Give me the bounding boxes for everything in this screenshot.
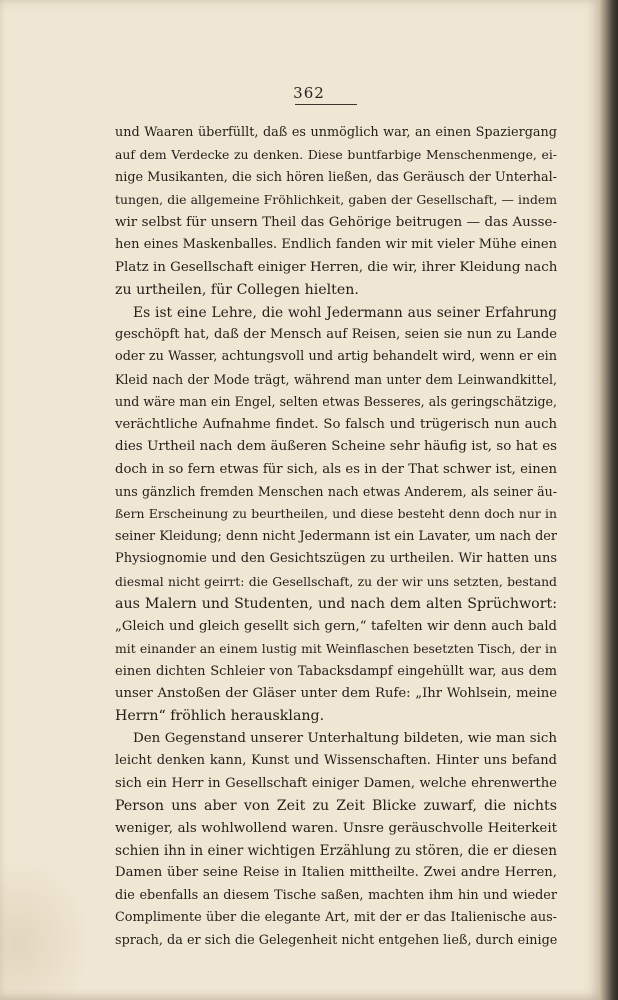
text-line: die ebenfalls an diesem Tische saßen, machten ihm hin und wieder <box>115 887 557 903</box>
text-line: doch in so fern etwas für sich, als es in der That schwer ist, einen <box>115 461 557 477</box>
text-line: verächtliche Aufnahme findet. So falsch und trügerisch nun auch <box>115 416 557 432</box>
text-line: Person uns aber von Zeit zu Zeit Blicke zuwarf, die nichts <box>115 798 557 815</box>
text-line: „Gleich und gleich gesellt sich gern,“ tafelten wir denn auch bald <box>115 618 557 634</box>
text-line: aus Malern und Studenten, und nach dem alten Sprüchwort: <box>115 596 557 613</box>
text-line: mit einander an einem lustig mit Weinflaschen besetzten Tisch, der in <box>115 641 557 657</box>
text-line: einen dichten Schleier von Tabacksdampf eingehüllt war, aus dem <box>115 663 557 679</box>
text-line: tungen, die allgemeine Fröhlichkeit, gaben der Gesellschaft, — indem <box>115 192 557 208</box>
text-line: diesmal nicht geirrt: die Gesellschaft, zu der wir uns setzten, bestand <box>115 573 557 589</box>
page-number-rule <box>295 104 357 105</box>
text-line: Damen über seine Reise in Italien mittheilte. Zwei andre Herren, <box>115 865 557 881</box>
text-line: und Waaren überfüllt, daß es unmöglich war, an einen Spaziergang <box>115 125 557 140</box>
text-line: hen eines Maskenballes. Endlich fanden wir mit vieler Mühe einen <box>115 237 557 253</box>
text-line: wir selbst für unsern Theil das Gehörige beitrugen — das Ausse- <box>115 214 557 230</box>
text-line: Herrn“ fröhlich herausklang. <box>115 708 325 725</box>
text-line: auf dem Verdecke zu denken. Diese buntfarbige Menschenmenge, ei- <box>115 147 557 163</box>
text-line: Es ist eine Lehre, die wohl Jedermann aus seiner Erfahrung <box>133 304 557 321</box>
text-line: schien ihn in einer wichtigen Erzählung zu stören, die er diesen <box>115 843 557 859</box>
text-line: sprach, da er sich die Gelegenheit nicht entgehen ließ, durch einige <box>115 932 558 948</box>
text-line: Den Gegenstand unserer Unterhaltung bildeten, wie man sich <box>133 730 557 746</box>
text-line: Kleid nach der Mode trägt, während man unter dem Leinwandkittel, <box>115 371 557 387</box>
text-line: uns gänzlich fremden Menschen nach etwas Anderem, als seiner äu- <box>115 484 557 499</box>
paper-stain <box>0 860 90 1000</box>
text-line: Platz in Gesellschaft einiger Herren, die wir, ihrer Kleidung nach <box>115 259 558 275</box>
text-line: Complimente über die elegante Art, mit der er das Italienische aus- <box>115 910 557 926</box>
text-line: sich ein Herr in Gesellschaft einiger Damen, welche ehrenwerthe <box>115 775 557 791</box>
text-line: geschöpft hat, daß der Mensch auf Reisen, seien sie nun zu Lande <box>115 326 557 342</box>
text-line: zu urtheilen, für Collegen hielten. <box>115 282 359 299</box>
text-line: leicht denken kann, Kunst und Wissenschaften. Hinter uns befand <box>115 753 557 769</box>
text-line: ßern Erscheinung zu beurtheilen, und diese besteht denn doch nur in <box>115 506 557 522</box>
text-line: oder zu Wasser, achtungsvoll und artig behandelt wird, wenn er ein <box>115 349 557 365</box>
body-text <box>115 122 557 952</box>
text-line: unser Anstoßen der Gläser unter dem Rufe: „Ihr Wohlsein, meine <box>115 685 557 701</box>
text-line: seiner Kleidung; denn nicht Jedermann ist ein Lavater, um nach der <box>115 528 557 544</box>
text-line: Physiognomie und den Gesichtszügen zu urtheilen. Wir hatten uns <box>115 551 557 567</box>
page-edge <box>600 0 618 1000</box>
text-line: dies Urtheil nach dem äußeren Scheine sehr häufig ist, so hat es <box>115 439 557 455</box>
page-number: 362 <box>293 84 325 102</box>
text-line: weniger, als wohlwollend waren. Unsre geräuschvolle Heiterkeit <box>115 820 557 836</box>
text-line: und wäre man ein Engel, selten etwas Besseres, als geringschätzige, <box>115 394 557 410</box>
text-line: nige Musikanten, die sich hören ließen, das Geräusch der Unterhal- <box>115 169 557 185</box>
